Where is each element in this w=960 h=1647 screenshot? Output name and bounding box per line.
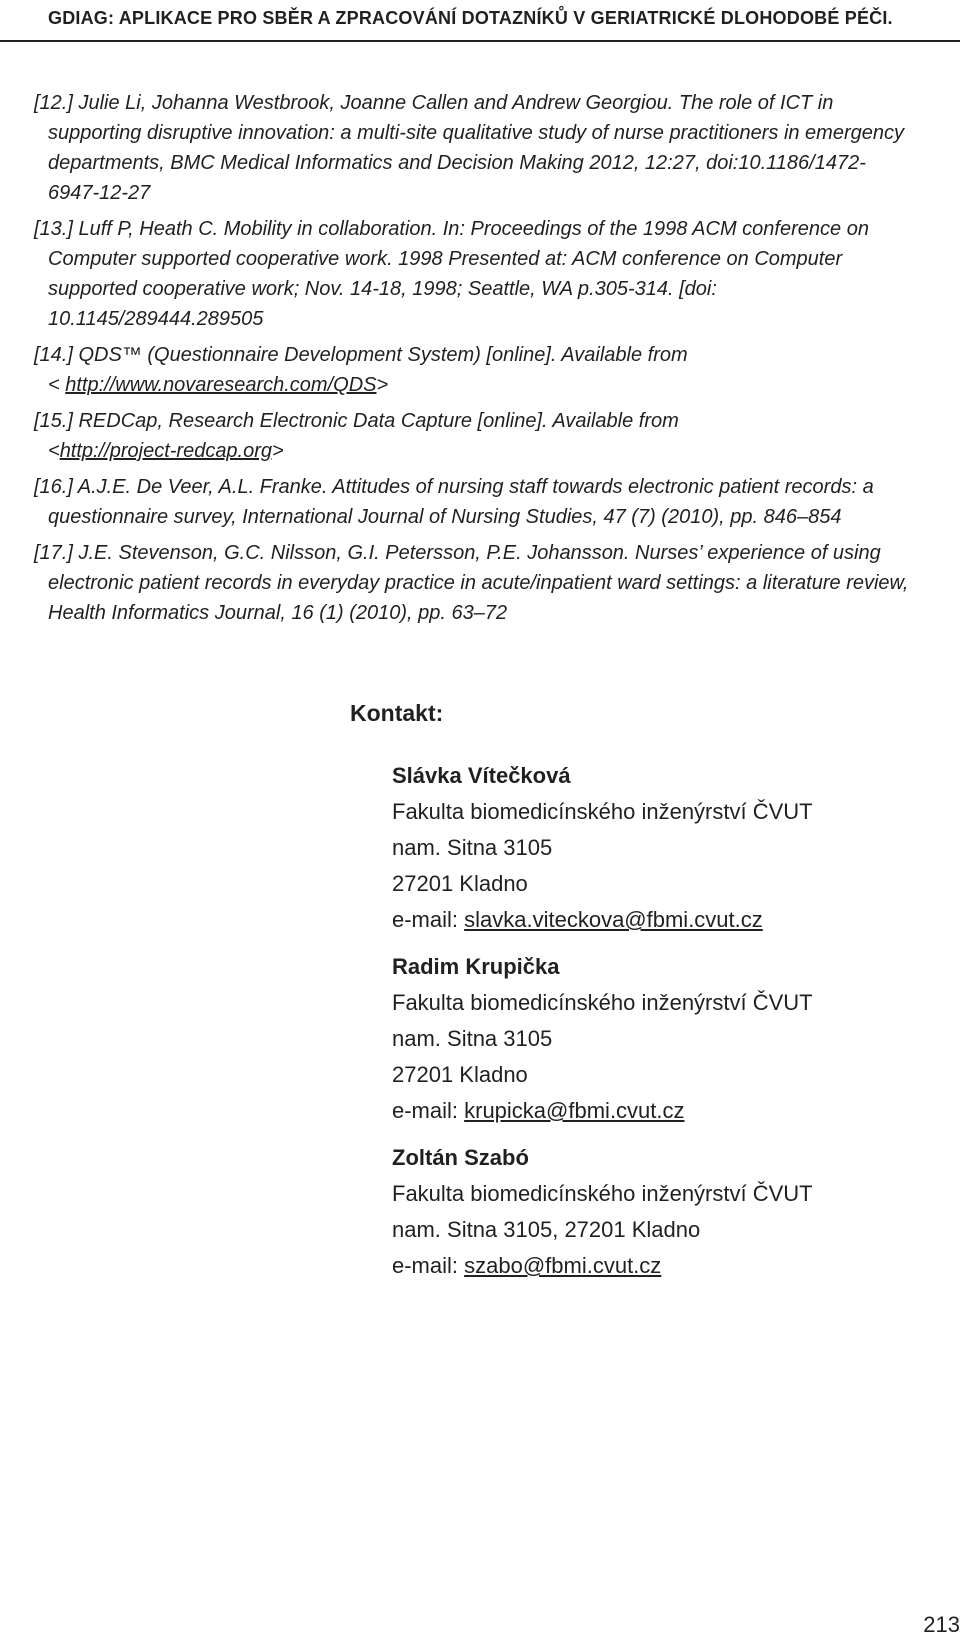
contact-person (392, 1140, 932, 1284)
reference-12 (34, 88, 914, 208)
reference-text: Luff P, Heath C. Mobility in collaboration. In: Proceedings of the 1998 ACM conference on Computer supported cooperative work. 1998 Presented at: ACM conference on Computer supported cooperative work; Nov. 14-18, 1998; Seattle, WA p.305-314. [doi: 10.1145/289444.289505 (48, 218, 869, 330)
email-link[interactable]: slavka.viteckova@fbmi.cvut.cz (464, 907, 763, 932)
reference-number: [13.] (34, 218, 73, 240)
link-bracket-open: < (48, 374, 66, 396)
reference-17 (34, 538, 914, 628)
email-line (392, 902, 932, 938)
address-street: nam. Sitna 3105 (392, 1026, 553, 1051)
email-link[interactable]: szabo@fbmi.cvut.cz (464, 1253, 662, 1278)
affiliation: Fakulta biomedicínského inženýrství ČVUT (392, 990, 813, 1015)
email-link[interactable]: krupicka@fbmi.cvut.cz (464, 1098, 685, 1123)
email-line (392, 1248, 932, 1284)
affiliation: Fakulta biomedicínského inženýrství ČVUT (392, 799, 813, 824)
reference-14 (34, 340, 914, 400)
address-street: nam. Sitna 3105 (392, 835, 553, 860)
email-label: e-mail: (392, 1098, 465, 1123)
address-city: 27201 Kladno (392, 1062, 528, 1087)
contact-person (392, 758, 932, 938)
reference-13 (34, 214, 914, 334)
reference-text: J.E. Stevenson, G.C. Nilsson, G.I. Petersson, P.E. Johansson. Nurses’ experience of using electronic patient records in everyday practice in acute/inpatient ward settings: a literature review, Health Informatics Journal, 16 (1) (2010), pp. 63–72 (48, 542, 909, 624)
contact-heading: Kontakt: (350, 700, 444, 726)
email-label: e-mail: (392, 1253, 465, 1278)
reference-number: [15.] (34, 410, 73, 432)
link-bracket-open: < (48, 440, 60, 462)
reference-text: REDCap, Research Electronic Data Capture [online]. Available from (78, 410, 679, 432)
person-name: Radim Krupička (392, 954, 560, 979)
person-name: Slávka Vítečková (392, 763, 571, 788)
reference-text: QDS™ (Questionnaire Development System) [online]. Available from (78, 344, 688, 366)
reference-list (34, 88, 914, 634)
reference-16 (34, 472, 914, 532)
email-line (392, 1093, 932, 1129)
reference-text: A.J.E. De Veer, A.L. Franke. Attitudes of nursing staff towards electronic patient records: a questionnaire survey, International Journal of Nursing Studies, 47 (7) (2010), pp. 846–854 (48, 476, 874, 528)
reference-15 (34, 406, 914, 466)
email-label: e-mail: (392, 907, 465, 932)
affiliation: Fakulta biomedicínského inženýrství ČVUT (392, 1181, 813, 1206)
reference-number: [14.] (34, 344, 73, 366)
running-header (0, 0, 960, 42)
header-title: GDIAG: APLIKACE PRO SBĚR A ZPRACOVÁNÍ DOTAZNÍKŮ V GERIATRICKÉ DLOHODOBÉ PÉČI. (48, 8, 893, 28)
person-name: Zoltán Szabó (392, 1145, 529, 1170)
contact-person (392, 949, 932, 1129)
qds-link[interactable]: http://www.novaresearch.com/QDS (65, 374, 377, 396)
redcap-link[interactable]: http://project-redcap.org (59, 440, 273, 462)
page-number: 213 (923, 1612, 960, 1637)
reference-text: Julie Li, Johanna Westbrook, Joanne Callen and Andrew Georgiou. The role of ICT in supporting disruptive innovation: a multi-site qualitative study of nurse practitioners in emergency departments, BMC Medical Informatics and Decision Making 2012, 12:27, doi:10.1186/1472-6947-12-27 (48, 92, 904, 204)
contact-list (392, 758, 932, 1295)
link-bracket-close: > (376, 374, 389, 396)
reference-number: [12.] (34, 92, 73, 114)
address-city: 27201 Kladno (392, 871, 528, 896)
reference-number: [16.] (34, 476, 73, 498)
link-bracket-close: > (272, 440, 284, 462)
address: nam. Sitna 3105, 27201 Kladno (392, 1217, 701, 1242)
reference-number: [17.] (34, 542, 73, 564)
